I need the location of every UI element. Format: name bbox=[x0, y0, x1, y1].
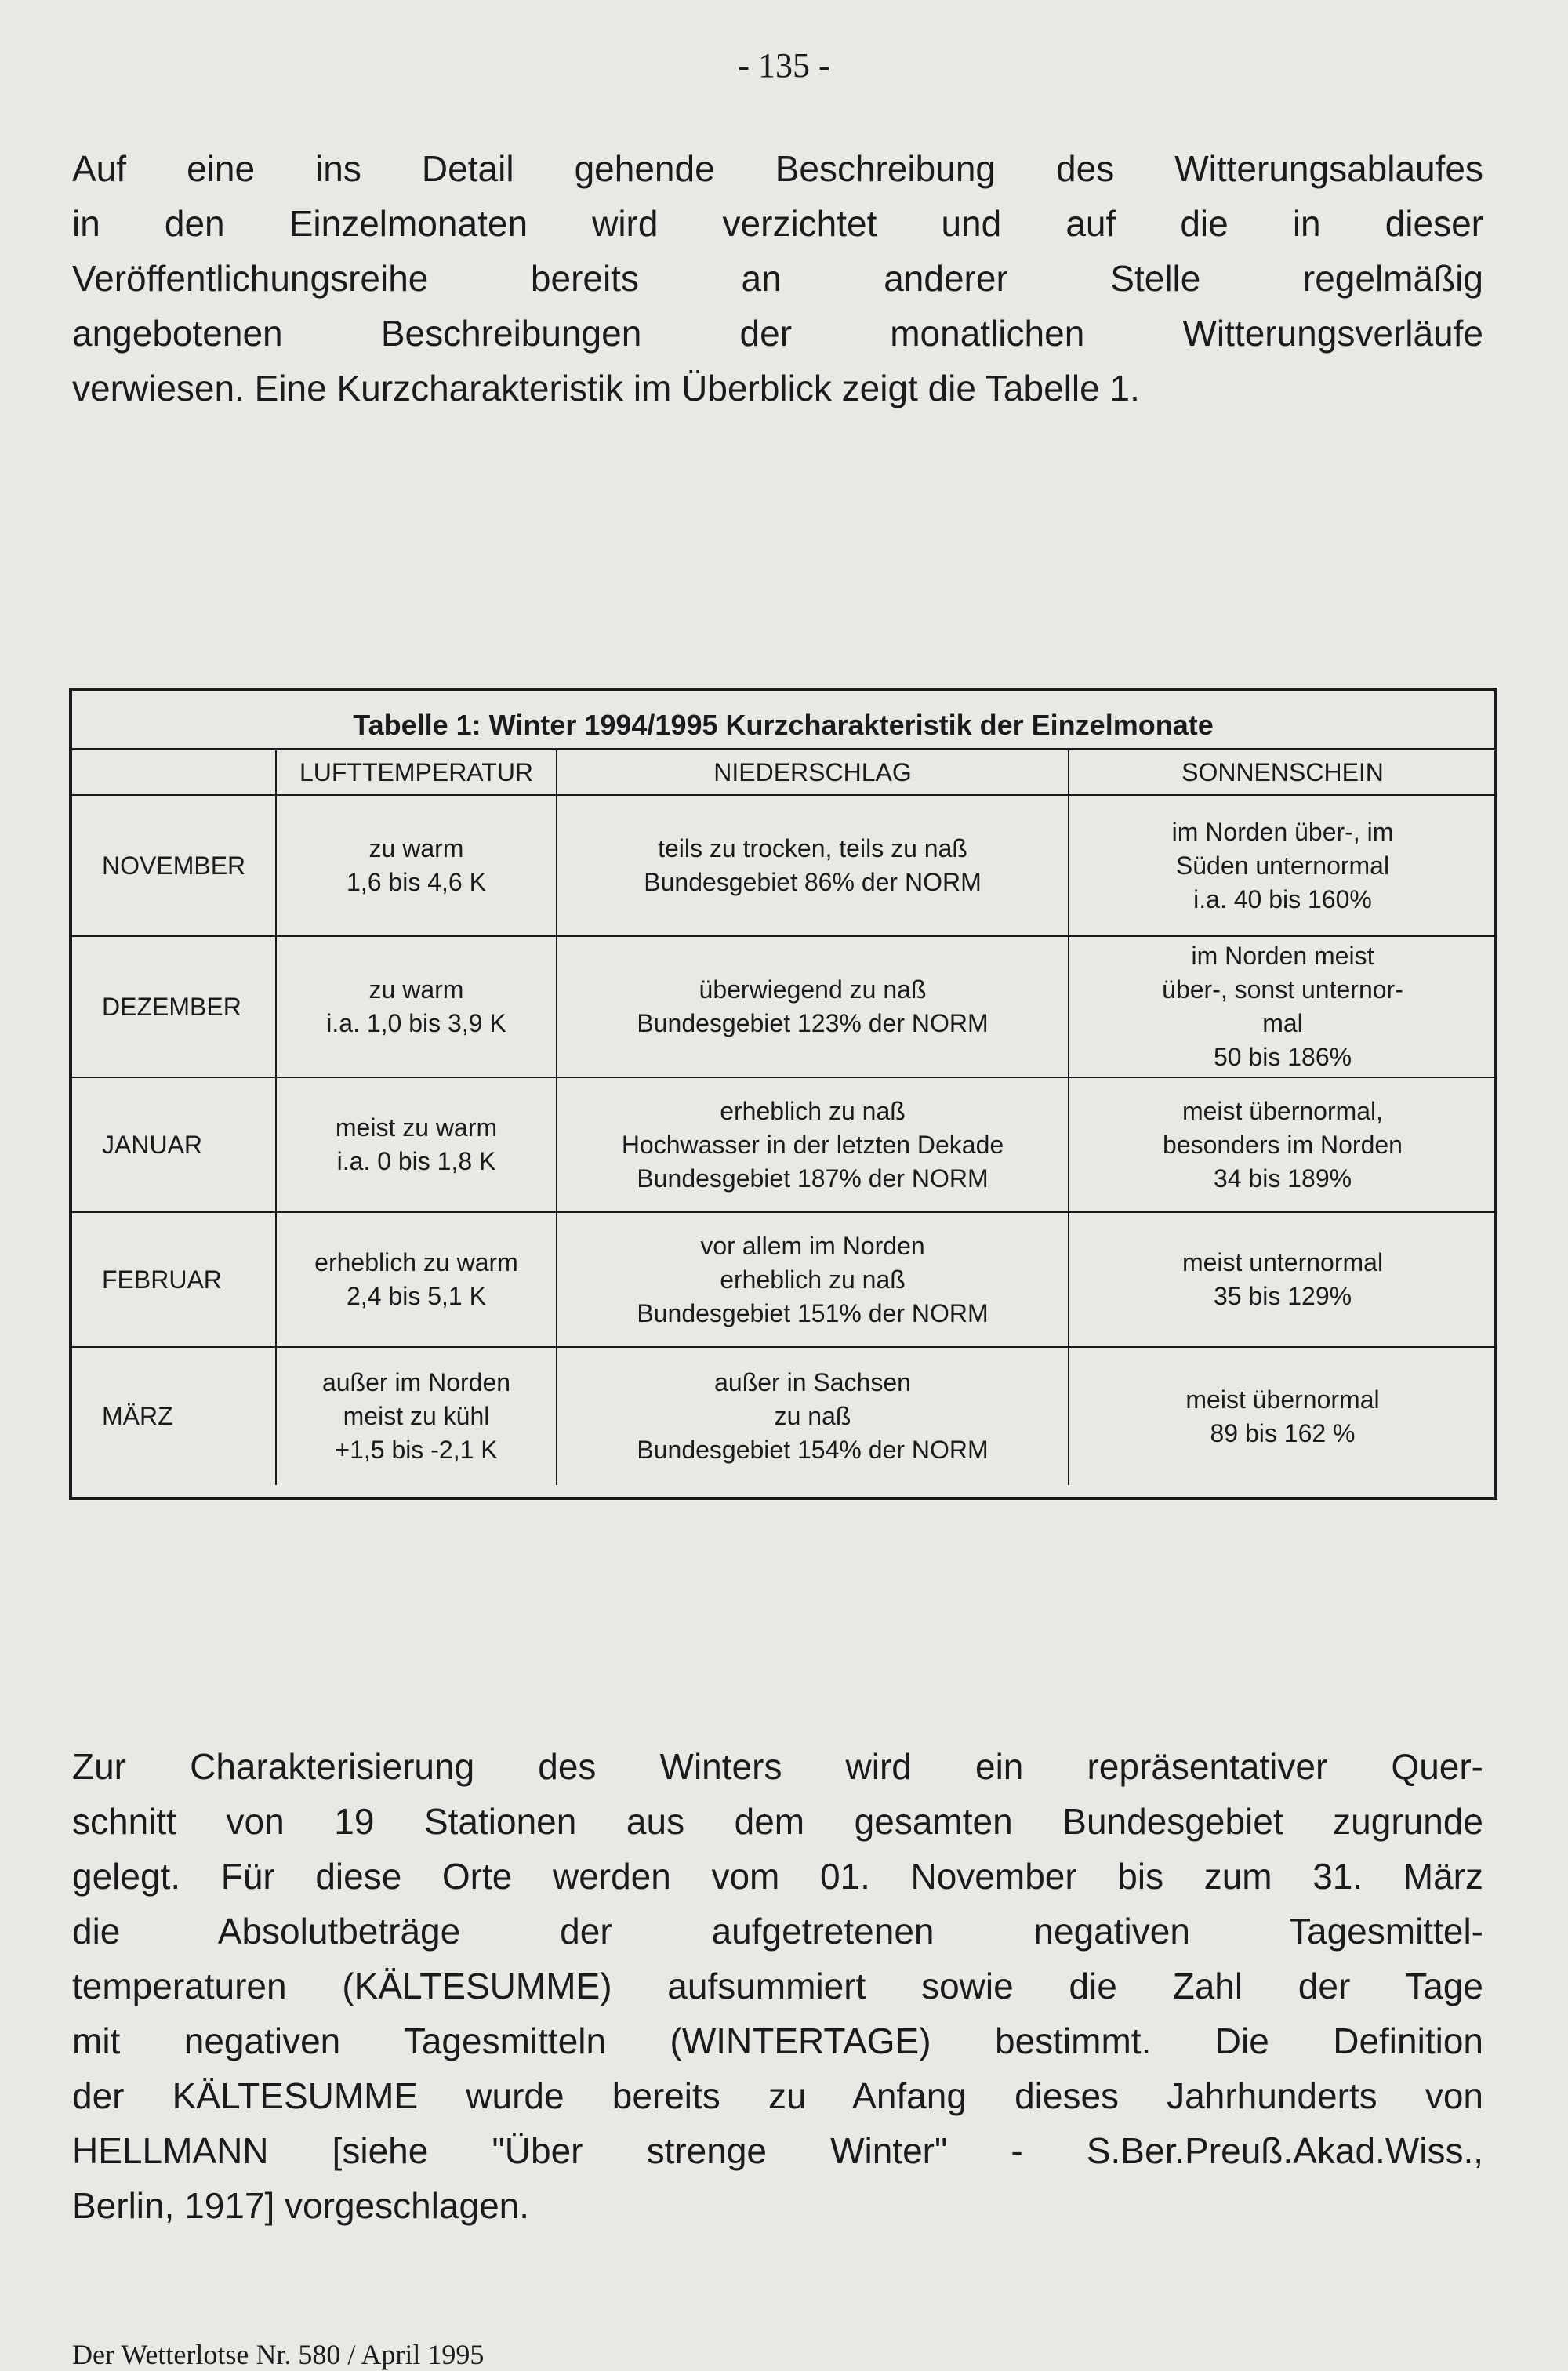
precipitation-line: außer in Sachsen bbox=[714, 1368, 911, 1396]
sunshine-line: meist übernormal bbox=[1185, 1385, 1380, 1414]
table-row bbox=[72, 936, 1496, 1077]
header-lufttemperatur: LUFTTEMPERATUR bbox=[276, 750, 557, 795]
month-cell: JANUAR bbox=[72, 1077, 276, 1212]
temperature-line: meist zu kühl bbox=[343, 1402, 490, 1430]
intro-line: angebotenen Beschreibungen der monatlichen Witterungsverläufe bbox=[72, 313, 1483, 354]
temperature-line: zu warm bbox=[368, 975, 464, 1004]
precipitation-line: erheblich zu naß bbox=[720, 1265, 906, 1294]
sunshine-line: meist unternormal bbox=[1181, 1248, 1384, 1276]
intro-paragraph bbox=[72, 141, 1483, 416]
temperature-line: 2,4 bis 5,1 K bbox=[347, 1282, 486, 1310]
sunshine-line: mal bbox=[1262, 1009, 1303, 1037]
sunshine-line: im Norden über-, im bbox=[1171, 817, 1394, 846]
header-niederschlag: NIEDERSCHLAG bbox=[557, 750, 1069, 795]
precipitation-line: Bundesgebiet 123% der NORM bbox=[637, 1009, 989, 1037]
precipitation-line: überwiegend zu naß bbox=[699, 975, 927, 1004]
sunshine-line: besonders im Norden bbox=[1163, 1130, 1403, 1159]
temperature-line: erheblich zu warm bbox=[314, 1248, 518, 1276]
footer-citation: Der Wetterlotse Nr. 580 / April 1995 bbox=[72, 2339, 485, 2370]
precipitation-cell bbox=[557, 795, 1069, 936]
table-row bbox=[72, 1077, 1496, 1212]
closing-line: Berlin, 1917] vorgeschlagen. bbox=[72, 2185, 530, 2226]
closing-line: temperaturen (KÄLTESUMME) aufsummiert sowie die Zahl der Tage bbox=[72, 1966, 1483, 2006]
table-row bbox=[72, 1347, 1496, 1485]
temperature-cell bbox=[276, 1347, 557, 1485]
temperature-cell bbox=[276, 1077, 557, 1212]
table-caption: Tabelle 1: Winter 1994/1995 Kurzcharakteristik der Einzelmonate bbox=[72, 691, 1494, 750]
table-row bbox=[72, 795, 1496, 936]
table-row bbox=[72, 1212, 1496, 1347]
precipitation-line: Bundesgebiet 86% der NORM bbox=[644, 868, 982, 896]
temperature-line: zu warm bbox=[368, 834, 464, 862]
sunshine-line: i.a. 40 bis 160% bbox=[1193, 884, 1372, 913]
precipitation-line: Hochwasser in der letzten Dekade bbox=[621, 1130, 1004, 1159]
precipitation-line: vor allem im Norden bbox=[700, 1231, 925, 1260]
intro-line: verwiesen. Eine Kurzcharakteristik im Überblick zeigt die Tabelle 1. bbox=[72, 368, 1140, 408]
data-table bbox=[72, 750, 1496, 1485]
header-month bbox=[72, 750, 276, 795]
month-cell: FEBRUAR bbox=[72, 1212, 276, 1347]
closing-paragraph bbox=[72, 1739, 1483, 2233]
temperature-cell bbox=[276, 1212, 557, 1347]
precipitation-line: zu naß bbox=[774, 1402, 851, 1430]
temperature-line: 1,6 bis 4,6 K bbox=[347, 868, 486, 896]
sunshine-line: 89 bis 162 % bbox=[1210, 1418, 1356, 1447]
closing-line: der KÄLTESUMME wurde bereits zu Anfang dieses Jahrhunderts von bbox=[72, 2075, 1483, 2116]
temperature-cell bbox=[276, 936, 557, 1077]
precipitation-cell bbox=[557, 1347, 1069, 1485]
temperature-line: meist zu warm bbox=[335, 1113, 498, 1142]
temperature-line: i.a. 0 bis 1,8 K bbox=[336, 1147, 496, 1175]
closing-line: mit negativen Tagesmitteln (WINTERTAGE) bestimmt. Die Definition bbox=[72, 2021, 1483, 2061]
sunshine-line: im Norden meist bbox=[1191, 942, 1374, 970]
precipitation-line: erheblich zu naß bbox=[720, 1096, 906, 1125]
sunshine-line: meist übernormal, bbox=[1181, 1096, 1384, 1125]
month-cell: MÄRZ bbox=[72, 1347, 276, 1485]
sunshine-line: über-, sonst unternor- bbox=[1162, 975, 1403, 1004]
closing-line: schnitt von 19 Stationen aus dem gesamten Bundesgebiet zugrunde bbox=[72, 1801, 1483, 1842]
precipitation-cell bbox=[557, 1077, 1069, 1212]
precipitation-line: teils zu trocken, teils zu naß bbox=[658, 834, 967, 862]
precipitation-line: Bundesgebiet 151% der NORM bbox=[637, 1298, 989, 1327]
sunshine-cell bbox=[1069, 1077, 1496, 1212]
closing-line: Zur Charakterisierung des Winters wird ein repräsentativer Quer- bbox=[72, 1746, 1483, 1787]
precipitation-cell bbox=[557, 936, 1069, 1077]
closing-line: gelegt. Für diese Orte werden vom 01. November bis zum 31. März bbox=[72, 1856, 1483, 1897]
sunshine-line: 34 bis 189% bbox=[1213, 1164, 1352, 1193]
sunshine-cell bbox=[1069, 936, 1496, 1077]
precipitation-line: Bundesgebiet 154% der NORM bbox=[637, 1436, 989, 1464]
precipitation-cell bbox=[557, 1212, 1069, 1347]
closing-line: HELLMANN [siehe "Über strenge Winter" - S.Ber.Preuß.Akad.Wiss., bbox=[72, 2130, 1483, 2171]
sunshine-line: Süden unternormal bbox=[1175, 851, 1390, 880]
sunshine-cell bbox=[1069, 1347, 1496, 1485]
winter-summary-table bbox=[69, 688, 1497, 1500]
sunshine-line: 35 bis 129% bbox=[1213, 1282, 1352, 1310]
table-header-row bbox=[72, 750, 1496, 795]
sunshine-cell bbox=[1069, 1212, 1496, 1347]
month-cell: NOVEMBER bbox=[72, 795, 276, 936]
intro-line: Veröffentlichungsreihe bereits an anderer Stelle regelmäßig bbox=[72, 258, 1483, 299]
header-sonnenschein: SONNENSCHEIN bbox=[1069, 750, 1496, 795]
sunshine-line: 50 bis 186% bbox=[1213, 1043, 1352, 1071]
intro-line: in den Einzelmonaten wird verzichtet und auf die in dieser bbox=[72, 203, 1483, 244]
precipitation-line: Bundesgebiet 187% der NORM bbox=[637, 1164, 989, 1193]
temperature-line: außer im Norden bbox=[321, 1368, 511, 1396]
page-number: - 135 - bbox=[738, 46, 830, 85]
intro-line: Auf eine ins Detail gehende Beschreibung des Witterungsablaufes bbox=[72, 148, 1483, 189]
month-cell: DEZEMBER bbox=[72, 936, 276, 1077]
temperature-cell bbox=[276, 795, 557, 936]
sunshine-cell bbox=[1069, 795, 1496, 936]
closing-line: die Absolutbeträge der aufgetretenen negativen Tagesmittel- bbox=[72, 1911, 1483, 1952]
temperature-line: i.a. 1,0 bis 3,9 K bbox=[326, 1009, 506, 1037]
temperature-line: +1,5 bis -2,1 K bbox=[335, 1436, 498, 1464]
